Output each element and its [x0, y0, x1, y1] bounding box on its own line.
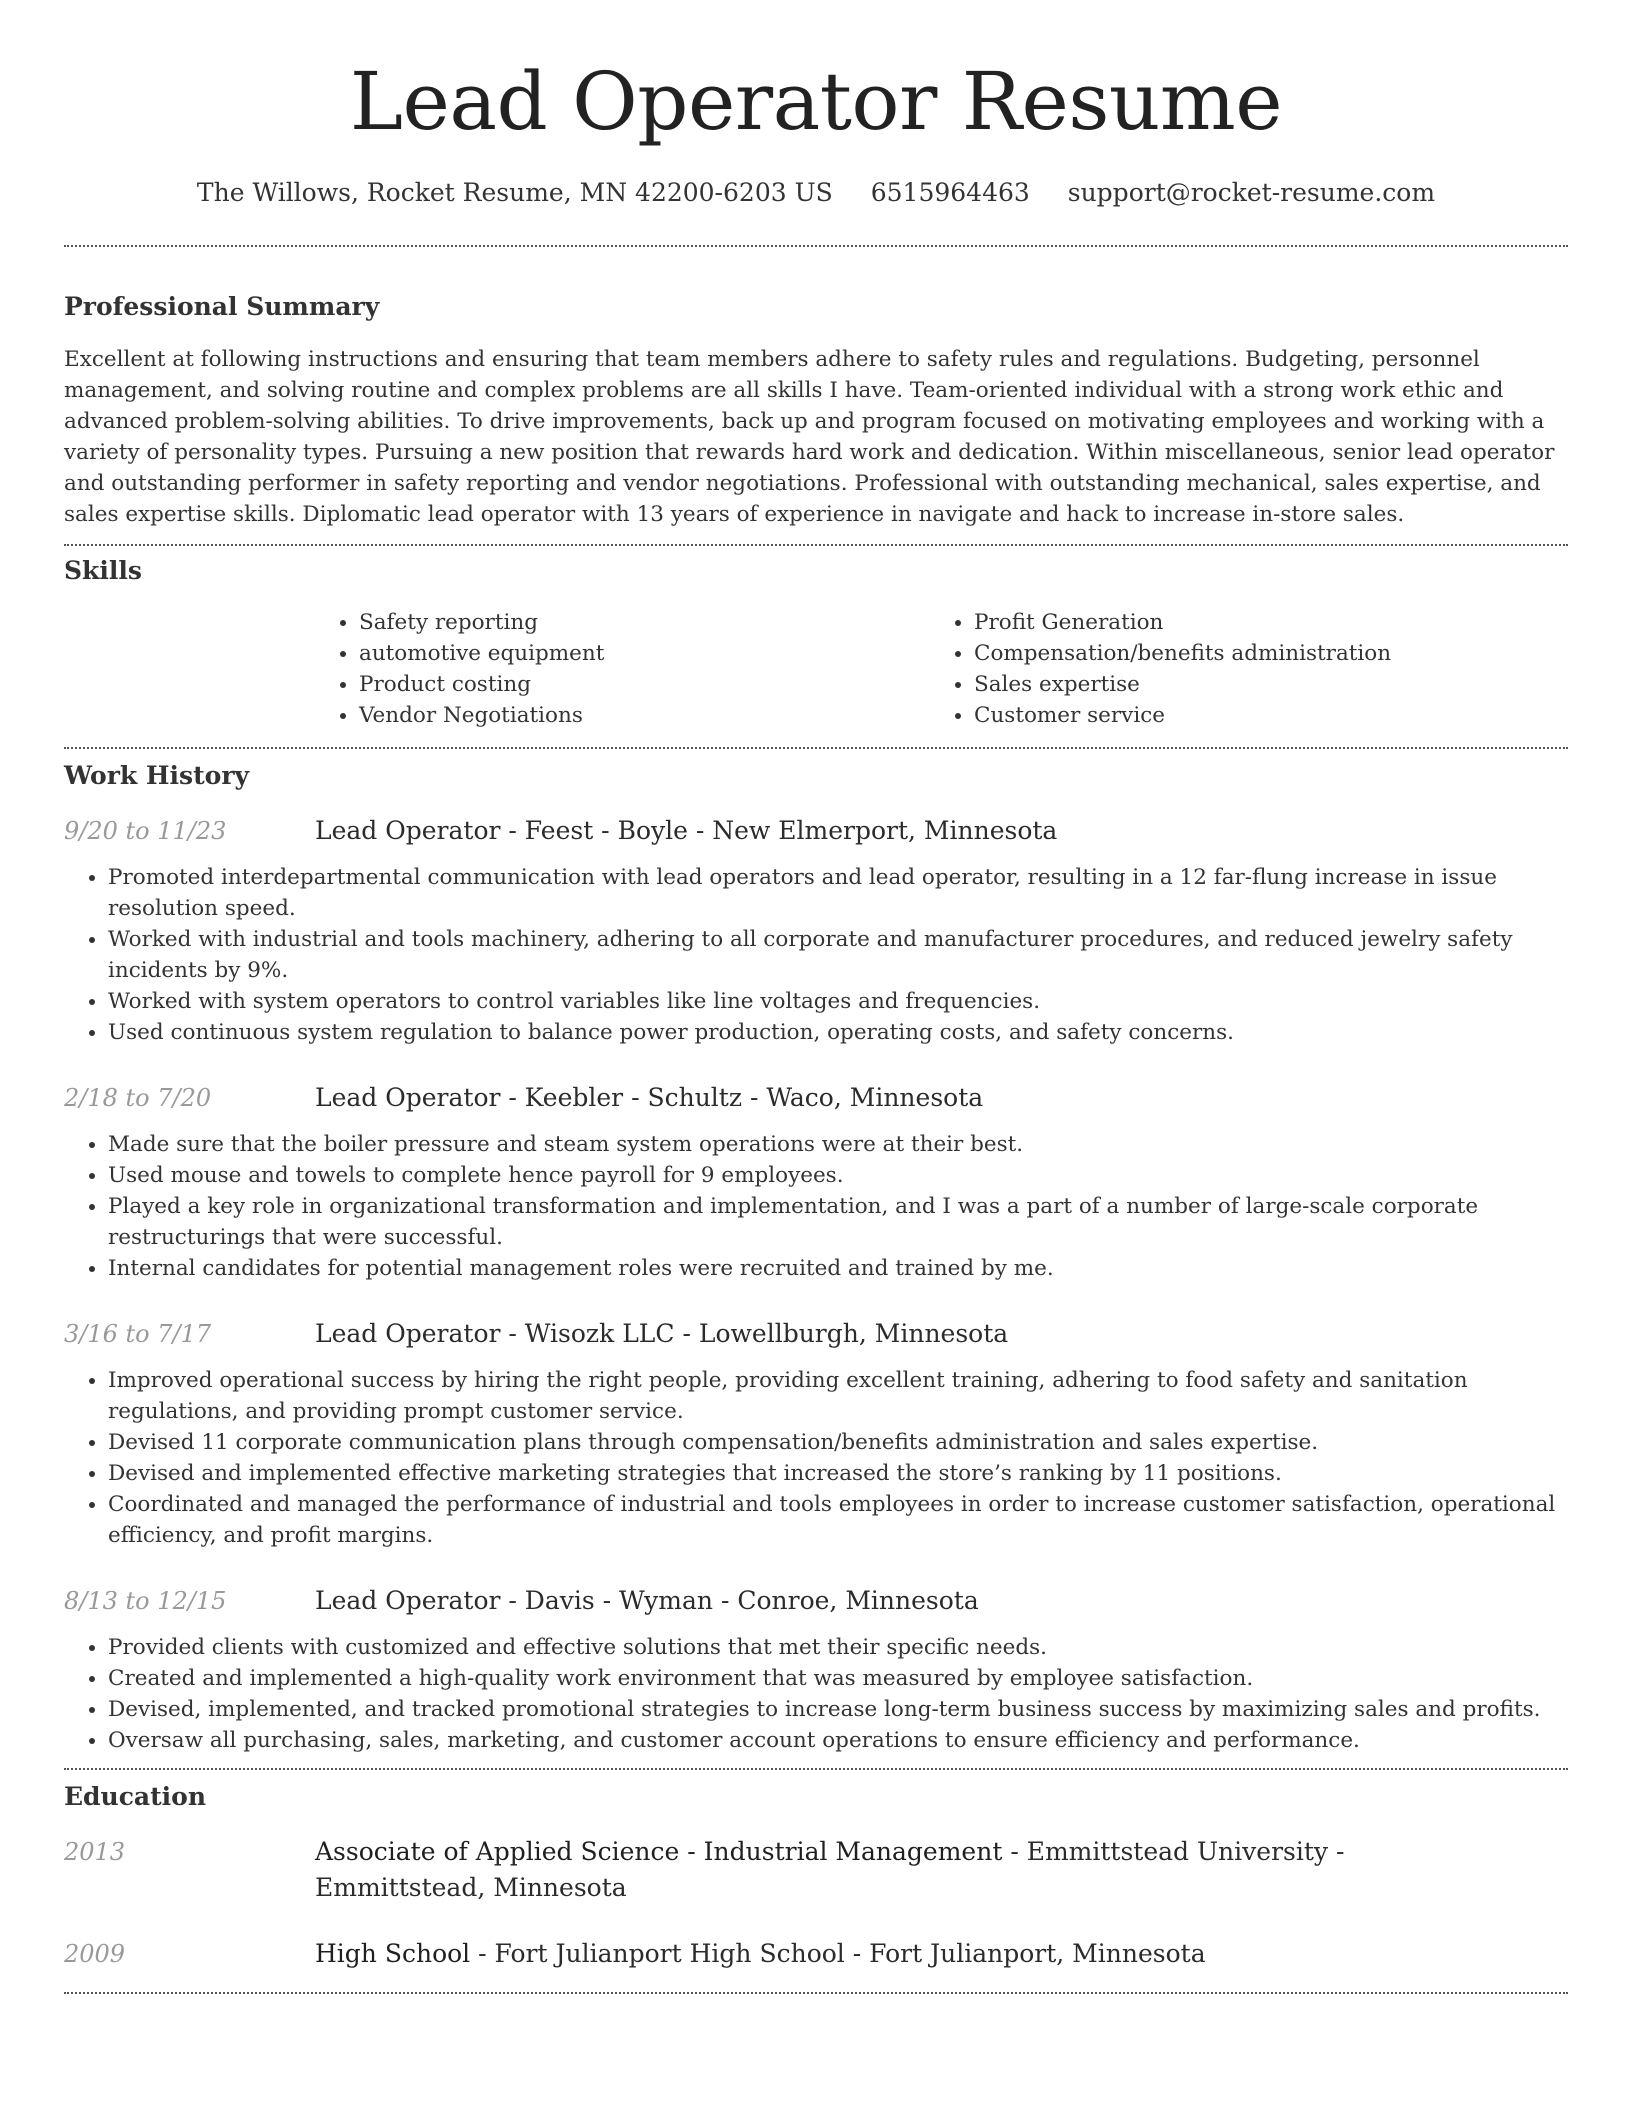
- education-title: Education: [64, 1782, 207, 1811]
- contact-address: The Willows, Rocket Resume, MN 42200-6203 US: [196, 178, 833, 207]
- job-bullet: • Devised 11 corporate communication plans through compensation/benefits administration and sales expertise.: [108, 1427, 1568, 1458]
- education-year: 2009: [64, 1940, 126, 1968]
- skills-list-right: [930, 607, 1530, 731]
- job-bullet: • Coordinated and managed the performance of industrial and tools employees in order to increase customer satisfaction, operational efficiency, and profit margins.: [108, 1489, 1568, 1551]
- education-entry: [64, 1936, 1568, 1972]
- skill-item: • Customer service: [974, 700, 1530, 731]
- work-title: Work History: [64, 761, 250, 790]
- job-entry: [64, 813, 1568, 1048]
- job-date: 8/13 to 12/15: [64, 1587, 227, 1615]
- skills-title: Skills: [64, 556, 142, 585]
- job-bullet: • Used continuous system regulation to balance power production, operating costs, and safety concerns.: [108, 1017, 1568, 1048]
- job-bullet: • Worked with industrial and tools machinery, adhering to all corporate and manufacturer procedures, and reduced jewelry safety incidents by 9%.: [108, 924, 1568, 986]
- job-header: [64, 1583, 1568, 1619]
- education-entry: [64, 1834, 1568, 1906]
- education-degree: High School: [315, 1939, 471, 1968]
- skill-item: • Compensation/benefits administration: [974, 638, 1530, 669]
- job-bullet: • Promoted interdepartmental communication with lead operators and lead operator, resulting in a 12 far-flung increase in issue resolution speed.: [108, 862, 1568, 924]
- job-bullet: • Played a key role in organizational transformation and implementation, and I was a part of a number of large-scale corporate restructurings that were successful.: [108, 1191, 1568, 1253]
- job-bullet: • Internal candidates for potential management roles were recruited and trained by me.: [108, 1253, 1568, 1284]
- job-date: 9/20 to 11/23: [64, 817, 227, 845]
- job-header: [64, 813, 1568, 849]
- resume-title: Lead Operator Resume: [349, 55, 1283, 148]
- education-school: - Fort Julianport High School - Fort Julianport, Minnesota: [470, 1939, 1206, 1968]
- contact-phone: 6515964463: [870, 178, 1030, 207]
- job-date: 3/16 to 7/17: [64, 1320, 212, 1348]
- job-bullet: • Improved operational success by hiring the right people, providing excellent training, adhering to food safety and sanitation regulations, and providing prompt customer service.: [108, 1365, 1568, 1427]
- education-degree: Associate of Applied Science - Industrial Management: [315, 1837, 1003, 1866]
- work-section: [64, 749, 1568, 1756]
- job-heading: Lead Operator - Keebler - Schultz - Waco, Minnesota: [315, 1083, 984, 1112]
- skills-list-left: [315, 607, 930, 731]
- job-date: 2/18 to 7/20: [64, 1084, 212, 1112]
- divider: [64, 1992, 1568, 1994]
- skill-item: • Safety reporting: [359, 607, 930, 638]
- job-entry: [64, 1080, 1568, 1284]
- education-year: 2013: [64, 1838, 126, 1866]
- job-bullet: • Devised, implemented, and tracked promotional strategies to increase long-term business success by maximizing sales and profits.: [108, 1694, 1568, 1725]
- job-header: [64, 1080, 1568, 1116]
- education-section: [64, 1770, 1568, 1972]
- job-bullets: [64, 1365, 1568, 1551]
- job-header: [64, 1316, 1568, 1352]
- education-heading: [315, 1936, 1206, 1972]
- skill-item: • Profit Generation: [974, 607, 1530, 638]
- summary-section: [64, 247, 1568, 530]
- summary-title: Professional Summary: [64, 292, 380, 321]
- job-bullet: • Oversaw all purchasing, sales, marketing, and customer account operations to ensure efficiency and performance.: [108, 1725, 1568, 1756]
- job-bullet: • Devised and implemented effective marketing strategies that increased the store’s ranking by 11 positions.: [108, 1458, 1568, 1489]
- education-heading: [315, 1834, 1475, 1906]
- contact-email: support@rocket-resume.com: [1067, 178, 1436, 207]
- education-school: - Emmittstead University - Emmittstead, Minnesota: [315, 1837, 1345, 1902]
- skill-item: • automotive equipment: [359, 638, 930, 669]
- job-bullets: [64, 1632, 1568, 1756]
- job-bullet: • Made sure that the boiler pressure and steam system operations were at their best.: [108, 1129, 1568, 1160]
- skills-grid: [315, 607, 1568, 731]
- job-entry: [64, 1583, 1568, 1756]
- job-bullet: • Created and implemented a high-quality work environment that was measured by employee satisfaction.: [108, 1663, 1568, 1694]
- job-bullet: • Provided clients with customized and effective solutions that met their specific needs.: [108, 1632, 1568, 1663]
- skill-item: • Sales expertise: [974, 669, 1530, 700]
- skill-item: • Vendor Negotiations: [359, 700, 930, 731]
- job-entry: [64, 1316, 1568, 1551]
- summary-text: Excellent at following instructions and ensuring that team members adhere to safety rules and regulations. Budgeting, personnel management, and solving routine and complex problems are all skills I have. Team-oriented individual with a strong work ethic and advanced problem-solving abilities. To drive improvements, back up and program focused on motivating employees and working with a variety of personality types. Pursuing a new position that rewards hard work and dedication. Within miscellaneous, senior lead operator and outstanding performer in safety reporting and vendor negotiations. Professional with outstanding mechanical, sales expertise, and sales expertise skills. Diplomatic lead operator with 13 years of experience in navigate and hack to increase in-store sales.: [64, 347, 1555, 527]
- skill-item: • Product costing: [359, 669, 930, 700]
- job-bullets: [64, 1129, 1568, 1284]
- job-heading: Lead Operator - Davis - Wyman - Conroe, Minnesota: [315, 1586, 979, 1615]
- job-bullet: • Worked with system operators to control variables like line voltages and frequencies.: [108, 986, 1568, 1017]
- job-bullets: [64, 862, 1568, 1048]
- skills-section: [64, 546, 1568, 731]
- job-heading: Lead Operator - Wisozk LLC - Lowellburgh, Minnesota: [315, 1319, 1009, 1348]
- job-heading: Lead Operator - Feest - Boyle - New Elmerport, Minnesota: [315, 816, 1058, 845]
- contact-line: [64, 176, 1568, 210]
- job-bullet: • Used mouse and towels to complete hence payroll for 9 employees.: [108, 1160, 1568, 1191]
